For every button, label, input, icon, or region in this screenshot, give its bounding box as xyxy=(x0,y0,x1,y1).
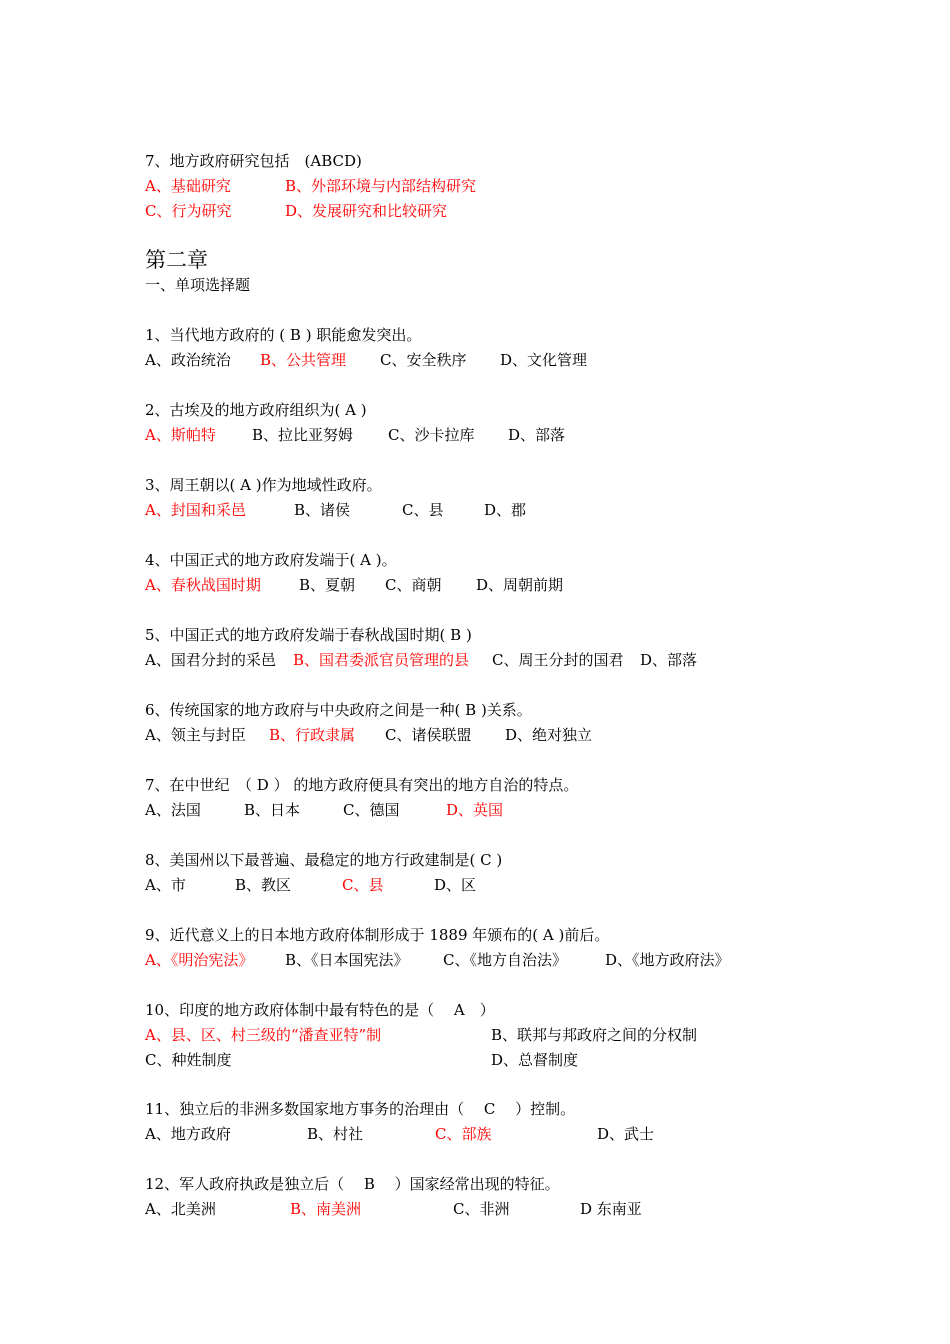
options-row xyxy=(145,1049,785,1071)
section-title: 一、单项选择题 xyxy=(145,276,251,294)
options-row xyxy=(145,949,785,971)
question-stem: 12、军人政府执政是独立后（ B ）国家经常出现的特征。 xyxy=(145,1175,560,1193)
option-d: D、区 xyxy=(434,876,477,894)
option-d: D、英国 xyxy=(446,801,504,819)
option-c: C、周王分封的国君 xyxy=(492,651,624,669)
question-stem: 11、独立后的非洲多数国家地方事务的治理由（ C ）控制。 xyxy=(145,1100,576,1118)
options-row xyxy=(145,200,745,222)
option-d: D、部落 xyxy=(508,426,566,444)
option-c: C、县 xyxy=(342,876,384,894)
option-a: A、国君分封的采邑 xyxy=(145,651,276,669)
option-c: C、安全秩序 xyxy=(380,351,467,369)
options-row xyxy=(145,574,785,596)
option-d: D、发展研究和比较研究 xyxy=(285,202,448,220)
option-b: B、国君委派官员管理的县 xyxy=(293,651,470,669)
option-d: D 东南亚 xyxy=(580,1200,642,1218)
option-d: D、《地方政府法》 xyxy=(605,951,730,969)
option-d: D、部落 xyxy=(640,651,698,669)
question-stem: 6、传统国家的地方政府与中央政府之间是一种( B )关系。 xyxy=(145,701,532,719)
option-a: A、地方政府 xyxy=(145,1125,231,1143)
question-stem: 9、近代意义上的日本地方政府体制形成于 1889 年颁布的( A )前后。 xyxy=(145,926,610,944)
question-stem: 8、美国州以下最普遍、最稳定的地方行政建制是( C ) xyxy=(145,851,503,869)
option-a: A、领主与封臣 xyxy=(145,726,246,744)
option-a: A、斯帕特 xyxy=(145,426,216,444)
option-c: C、县 xyxy=(402,501,444,519)
options-row xyxy=(145,424,785,446)
options-row xyxy=(145,175,745,197)
option-d: D、郡 xyxy=(484,501,527,519)
option-a: A、政治统治 xyxy=(145,351,231,369)
options-row xyxy=(145,724,785,746)
option-c: C、诸侯联盟 xyxy=(385,726,472,744)
option-c: C、行为研究 xyxy=(145,202,232,220)
option-c: C、《地方自治法》 xyxy=(443,951,567,969)
question-stem: 3、周王朝以( A )作为地域性政府。 xyxy=(145,476,382,494)
option-c: C、部族 xyxy=(435,1125,492,1143)
options-row xyxy=(145,874,785,896)
option-d: D、武士 xyxy=(597,1125,655,1143)
option-b: B、外部环境与内部结构研究 xyxy=(285,177,477,195)
question-stem: 5、中国正式的地方政府发端于春秋战国时期( B ) xyxy=(145,626,472,644)
option-b: B、行政隶属 xyxy=(269,726,356,744)
option-d: D、绝对独立 xyxy=(505,726,593,744)
question-stem: 2、古埃及的地方政府组织为( A ) xyxy=(145,401,367,419)
option-a: A、春秋战国时期 xyxy=(145,576,261,594)
option-d: D、总督制度 xyxy=(491,1051,579,1069)
question-stem: 7、在中世纪 （ D ） 的地方政府便具有突出的地方自治的特点。 xyxy=(145,776,579,794)
option-a: A、市 xyxy=(145,876,186,894)
chapter-title: 第二章 xyxy=(145,248,208,272)
question-stem: 7、地方政府研究包括 (ABCD) xyxy=(145,152,362,170)
options-row xyxy=(145,1123,785,1145)
option-c: C、种姓制度 xyxy=(145,1051,232,1069)
option-b: B、村社 xyxy=(307,1125,364,1143)
option-b: B、诸侯 xyxy=(294,501,351,519)
option-b: B、南美洲 xyxy=(290,1200,362,1218)
option-c: C、德国 xyxy=(343,801,400,819)
option-d: D、周朝前期 xyxy=(476,576,564,594)
option-b: B、夏朝 xyxy=(299,576,356,594)
option-a: A、法国 xyxy=(145,801,201,819)
option-c: C、商朝 xyxy=(385,576,442,594)
options-row xyxy=(145,799,785,821)
options-row xyxy=(145,1024,785,1046)
option-b: B、公共管理 xyxy=(260,351,347,369)
option-b: B、联邦与邦政府之间的分权制 xyxy=(491,1026,698,1044)
option-a: A、《明治宪法》 xyxy=(145,951,254,969)
option-c: C、沙卡拉库 xyxy=(388,426,475,444)
option-b: B、教区 xyxy=(235,876,292,894)
question-stem: 4、中国正式的地方政府发端于( A )。 xyxy=(145,551,397,569)
option-a: A、县、区、村三级的“潘查亚特”制 xyxy=(145,1026,382,1044)
option-d: D、文化管理 xyxy=(500,351,588,369)
options-row xyxy=(145,649,785,671)
option-b: B、拉比亚努姆 xyxy=(252,426,354,444)
options-row xyxy=(145,1198,785,1220)
option-b: B、《日本国宪法》 xyxy=(285,951,409,969)
question-stem: 10、印度的地方政府体制中最有特色的是（ A ） xyxy=(145,1001,495,1019)
options-row xyxy=(145,349,785,371)
option-a: A、基础研究 xyxy=(145,177,231,195)
question-stem: 1、当代地方政府的 ( B ) 职能愈发突出。 xyxy=(145,326,422,344)
option-b: B、日本 xyxy=(244,801,301,819)
option-c: C、非洲 xyxy=(453,1200,510,1218)
options-row xyxy=(145,499,785,521)
option-a: A、封国和采邑 xyxy=(145,501,246,519)
option-a: A、北美洲 xyxy=(145,1200,216,1218)
